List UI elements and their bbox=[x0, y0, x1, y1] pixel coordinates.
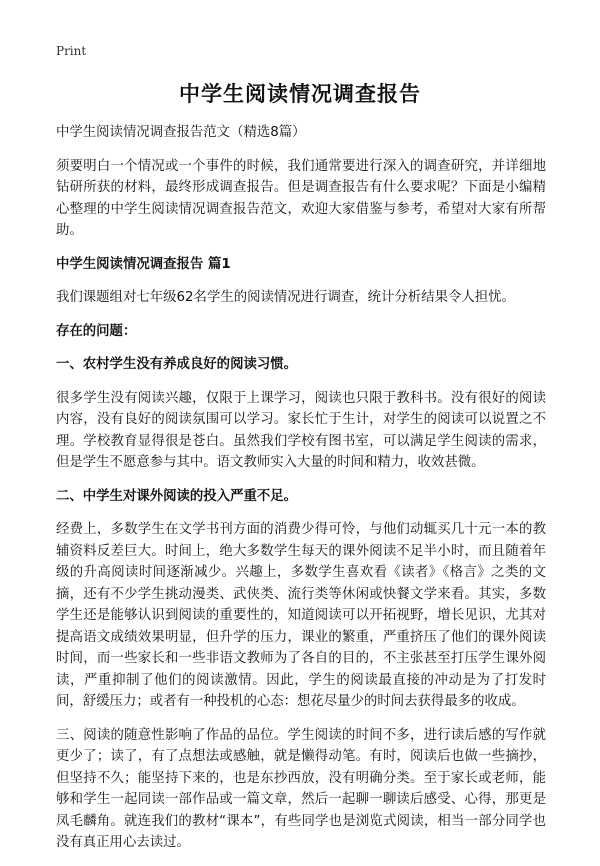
problem2-heading: 二、中学生对课外阅读的投入严重不足。 bbox=[56, 488, 298, 504]
document-body bbox=[56, 122, 546, 866]
page-title: 中学生阅读情况调查报告 bbox=[179, 82, 421, 106]
problems-heading: 存在的问题： bbox=[56, 323, 137, 339]
problem2-paragraph: 经费上，多数学生在文学书刊方面的消费少得可怜，与他们动辄买几十元一本的教辅资料反差巨大。时间上，绝大多数学生每天的课外阅读不足半小时，而且随着年级的升高阅读时间逐渐减少。兴趣上，多数学生喜欢看《读者》《格言》之类的文摘，还有不少学生挑动漫类、武侠类、流行类等休闲或快餐文学来看。其实，多数学生还是能够认识到阅读的重要性的，知道阅读可以开拓视野，增长见识，尤其对提高语文成绩效果明显，但升学的压力，课业的繁重，严重挤压了他们的课外阅读时间，而一些家长和一些非语文教师为了各自的目的，不主张甚至打压学生课外阅读，严重抑制了他们的阅读激情。因此，学生的阅读最直接的冲动是为了打发时间，舒缓压力；或者有一种投机的心态：想花尽量少的时间去获得最多的收成。 bbox=[56, 522, 546, 709]
intro-paragraph: 须要明白一个情况或一个事件的时候，我们通常要进行深入的调查研究，并详细地钻研所获的材料，最终形成调查报告。但是调查报告有什么要求呢？下面是小编精心整理的中学生阅读情况调查报告范文，欢迎大家借鉴与参考，希望对大家有所帮助。 bbox=[56, 158, 546, 238]
document-subtitle: 中学生阅读情况调查报告范文（精选8篇） bbox=[56, 125, 306, 140]
section-heading: 中学生阅读情况调查报告 篇1 bbox=[56, 256, 231, 272]
section-intro-paragraph: 我们课题组对七年级62名学生的阅读情况进行调查，统计分析结果令人担忧。 bbox=[56, 290, 515, 305]
print-label[interactable]: Print bbox=[56, 44, 87, 58]
problem3-paragraph: 三、阅读的随意性影响了作品的品位。学生阅读的时间不多，进行读后感的写作就更少了；读了，有了点想法或感触，就是懒得动笔。有时，阅读后也做一些摘抄，但坚持不久；能坚持下来的，也是东抄西放，没有明确分类。至于家长或老师，能够和学生一起同读一部作品或一篇文章，然后一起聊一聊读后感受、心得，那更是凤毛麟角。就连我们的教材“课本”，有些同学也是浏览式阅读，相当一部分同学也没有真正用心去读过。 bbox=[56, 727, 546, 850]
problem1-paragraph: 很多学生没有阅读兴趣，仅限于上课学习，阅读也只限于教科书。没有很好的阅读内容，没有良好的阅读氛围可以学习。家长忙于生计，对学生的阅读可以说置之不理。学校教育显得很是苍白。虽然我们学校有图书室，可以满足学生阅读的需求，但是学生不愿意参与其中。语文教师实入大量的时间和精力，收效甚微。 bbox=[56, 390, 546, 470]
problem1-heading: 一、农村学生没有养成良好的阅读习惯。 bbox=[56, 357, 298, 372]
